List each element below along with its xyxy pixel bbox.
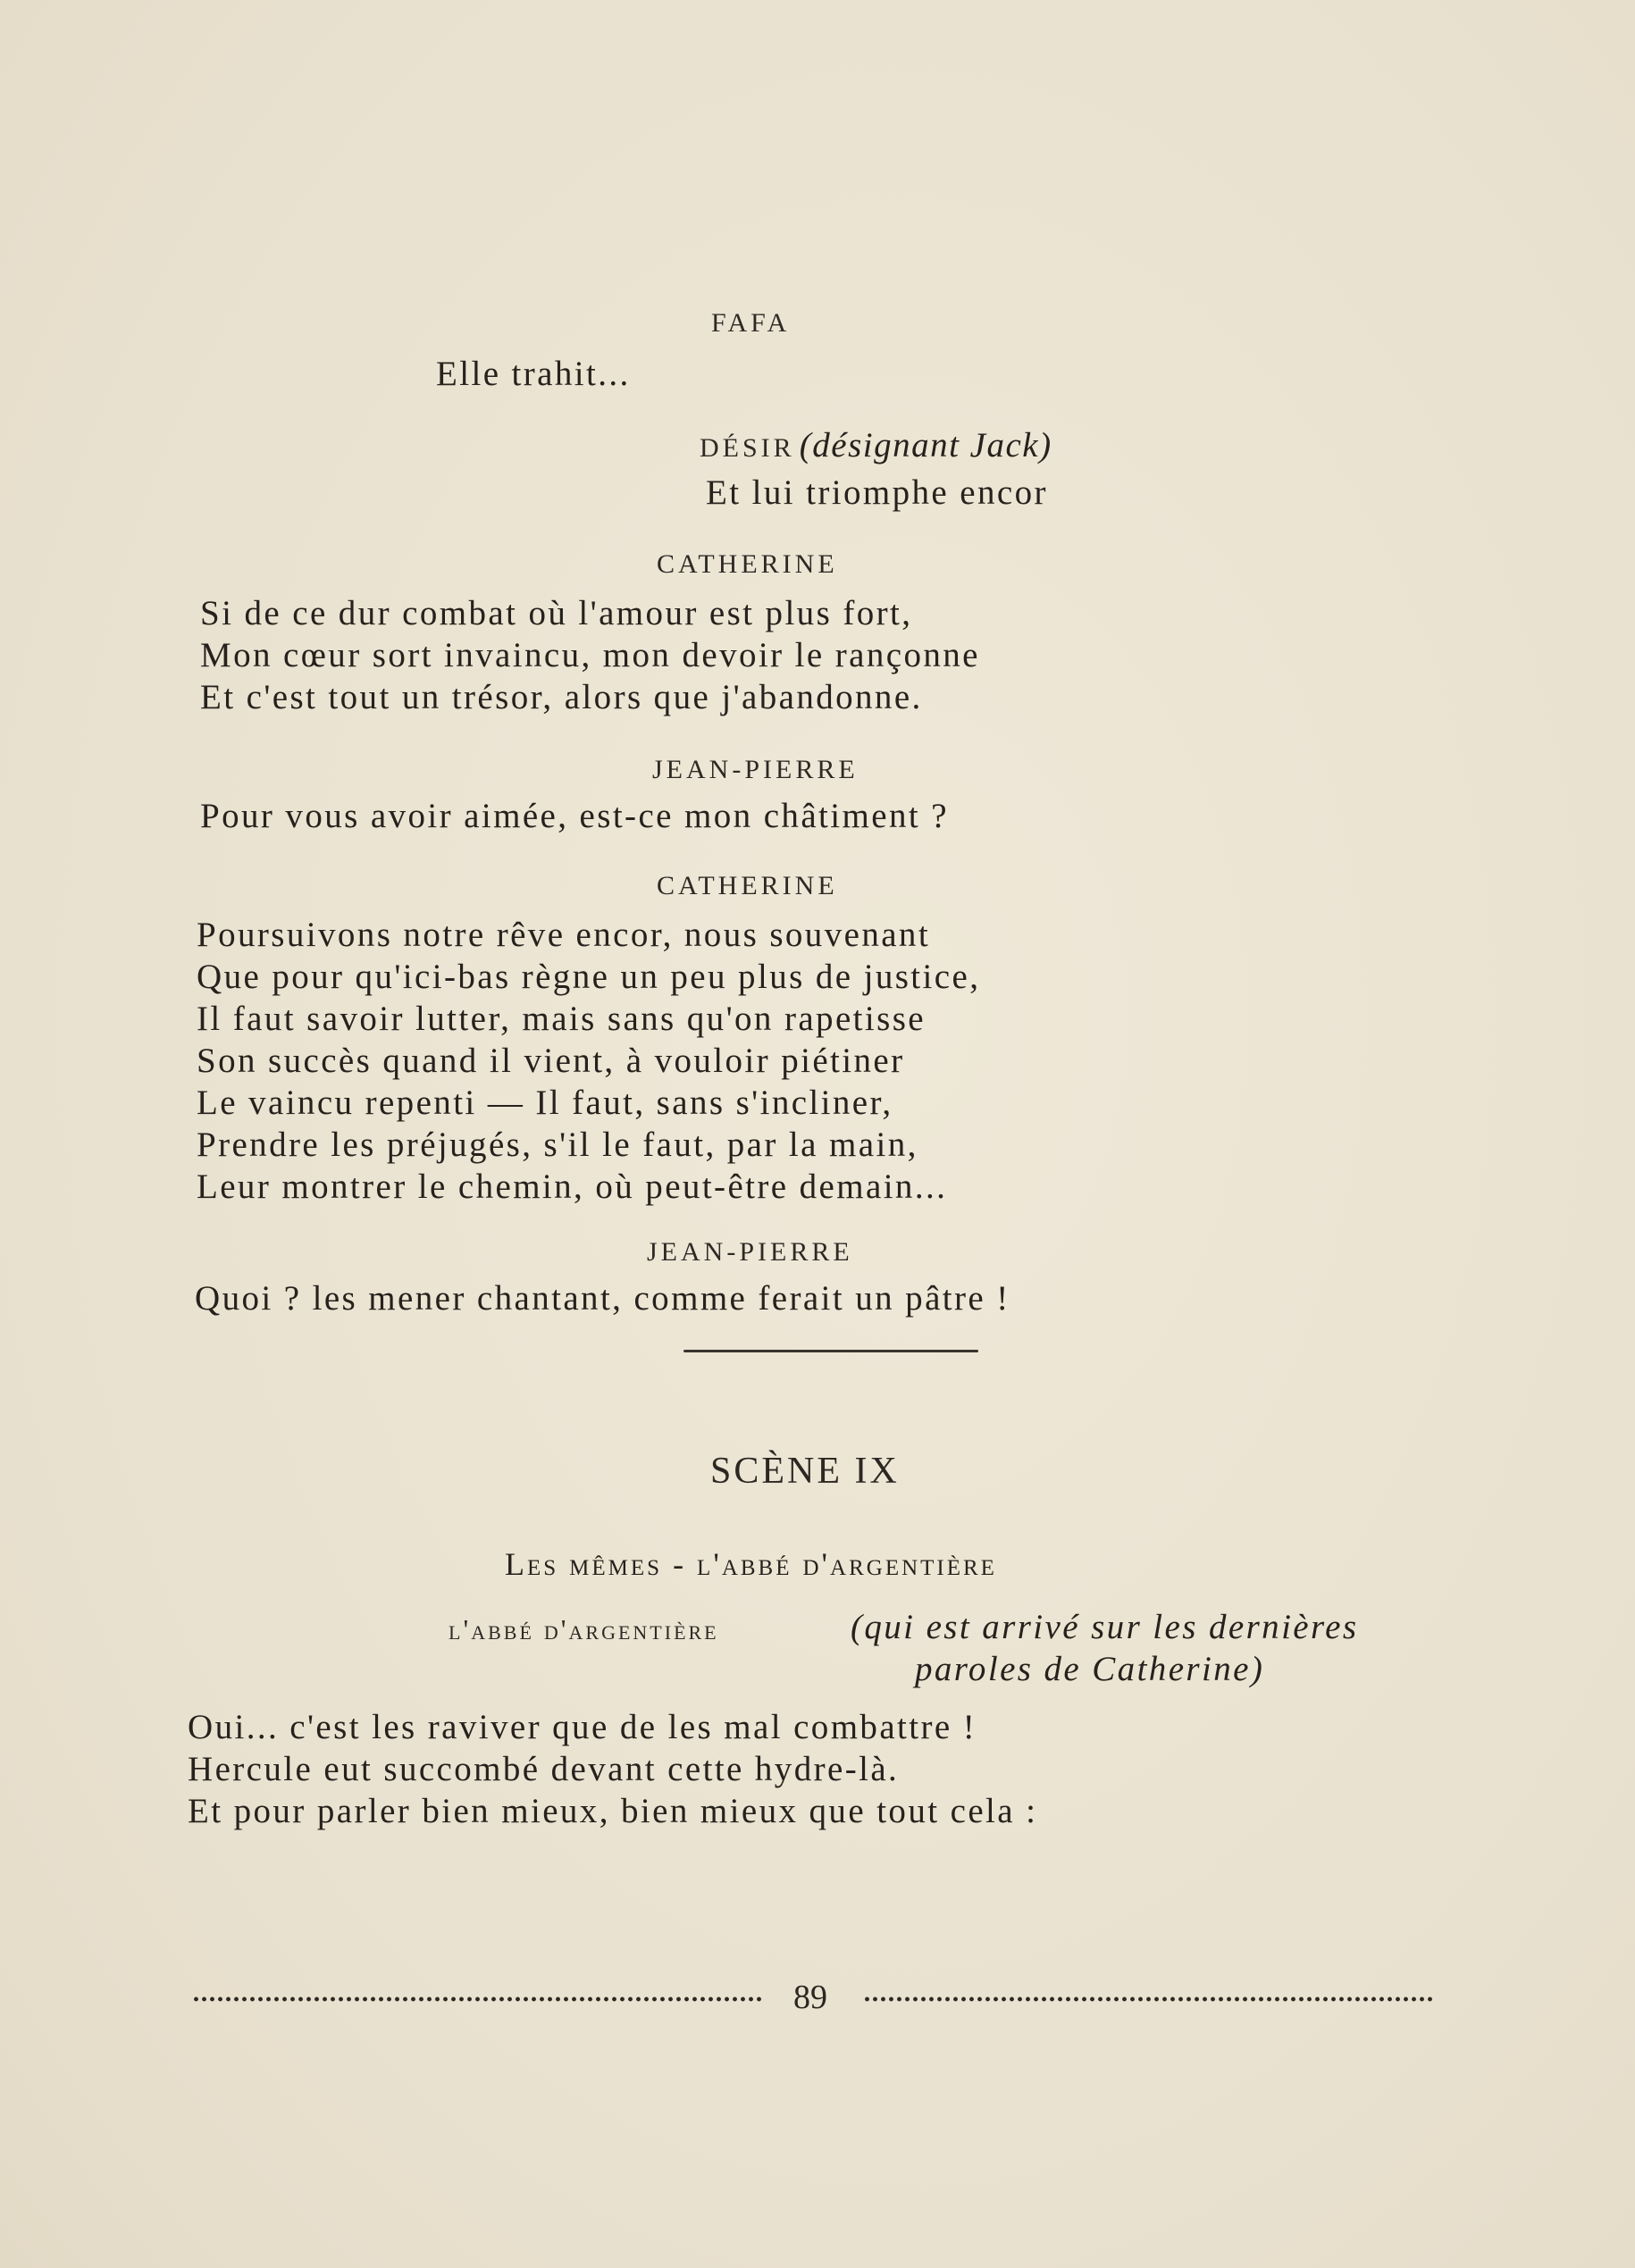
speaker-abbe: l'abbé d'argentière bbox=[449, 1613, 719, 1645]
verse-line: Le vaincu repenti — Il faut, sans s'incliner, bbox=[197, 1084, 893, 1122]
speaker-desir: DÉSIR bbox=[700, 433, 795, 463]
verse-line: Hercule eut succombé devant cette hydre-là. bbox=[188, 1750, 900, 1788]
verse-line: Poursuivons notre rêve encor, nous souvenant bbox=[197, 916, 931, 954]
verse-line: Et pour parler bien mieux, bien mieux que tout cela : bbox=[188, 1792, 1038, 1830]
stage-direction-abbe-1: (qui est arrivé sur les dernières bbox=[851, 1608, 1359, 1646]
verse-block-catherine-a bbox=[200, 592, 980, 718]
section-divider bbox=[683, 1350, 978, 1352]
speaker-catherine: CATHERINE bbox=[657, 871, 838, 900]
scene-cast: Les mêmes - l'abbé d'argentière bbox=[505, 1546, 997, 1582]
speaker-desir-line bbox=[700, 424, 1052, 466]
page-number: 89 bbox=[793, 1979, 827, 2016]
verse-line: Il faut savoir lutter, mais sans qu'on rapetisse bbox=[197, 1000, 926, 1038]
speaker-fafa: FAFA bbox=[711, 308, 791, 338]
verse-line: Que pour qu'ici-bas règne un peu plus de justice, bbox=[197, 958, 981, 996]
scene-title: SCÈNE IX bbox=[710, 1451, 900, 1492]
verse-jean-pierre-b: Quoi ? les mener chantant, comme ferait un pâtre ! bbox=[195, 1279, 1010, 1318]
speaker-catherine: CATHERINE bbox=[657, 549, 838, 579]
stage-direction-abbe-2: paroles de Catherine) bbox=[915, 1650, 1265, 1688]
verse-line: Et c'est tout un trésor, alors que j'abandonne. bbox=[200, 678, 923, 716]
stage-direction-desir: (désignant Jack) bbox=[799, 426, 1052, 464]
verse-line: Oui... c'est les raviver que de les mal combattre ! bbox=[188, 1708, 977, 1746]
footer-dots-left bbox=[192, 1996, 761, 2002]
verse-line: Leur montrer le chemin, où peut-être demain... bbox=[197, 1167, 948, 1206]
verse-line: Son succès quand il vient, à vouloir piétiner bbox=[197, 1042, 905, 1080]
verse-jean-pierre-a: Pour vous avoir aimée, est-ce mon châtiment ? bbox=[200, 797, 949, 835]
verse-fafa-1: Elle trahit... bbox=[436, 355, 631, 393]
footer-dots-right bbox=[863, 1996, 1435, 2002]
verse-block-catherine-b bbox=[197, 914, 980, 1208]
verse-block-abbe bbox=[188, 1706, 1037, 1832]
verse-line: Si de ce dur combat où l'amour est plus fort, bbox=[200, 594, 913, 632]
speaker-jean-pierre: JEAN-PIERRE bbox=[652, 755, 859, 784]
verse-desir-1: Et lui triomphe encor bbox=[706, 473, 1048, 512]
verse-line: Mon cœur sort invaincu, mon devoir le rançonne bbox=[200, 636, 980, 674]
speaker-jean-pierre: JEAN-PIERRE bbox=[647, 1237, 853, 1267]
verse-line: Prendre les préjugés, s'il le faut, par la main, bbox=[197, 1126, 918, 1164]
